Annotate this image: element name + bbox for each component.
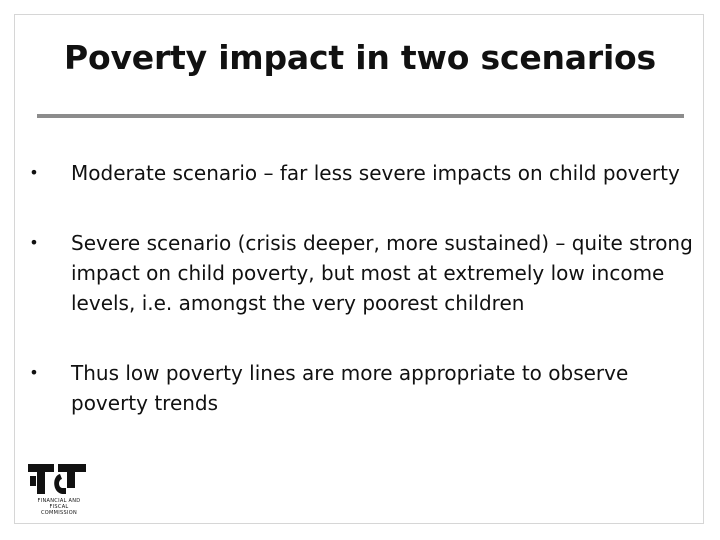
bullet-dot-icon: • [29,163,39,182]
slide-title: Poverty impact in two scenarios [64,38,656,77]
bullet-item [28,158,698,188]
title-divider [37,114,684,118]
bullet-item [28,228,698,318]
bullet-item [28,358,698,418]
bullet-list [28,158,698,458]
logo-caption: FINANCIAL AND FISCAL COMMISSION [37,498,81,516]
bullet-dot-icon: • [29,363,39,382]
bullet-text: Severe scenario (crisis deeper, more sustained) – quite strong impact on child poverty, but most at extremely low income levels, i.e. amongst the very poorest children [71,231,693,315]
bullet-text: Moderate scenario – far less severe impacts on child poverty [71,161,680,185]
bullet-text: Thus low poverty lines are more appropriate to observe poverty trends [71,361,629,415]
bullet-dot-icon: • [29,233,39,252]
